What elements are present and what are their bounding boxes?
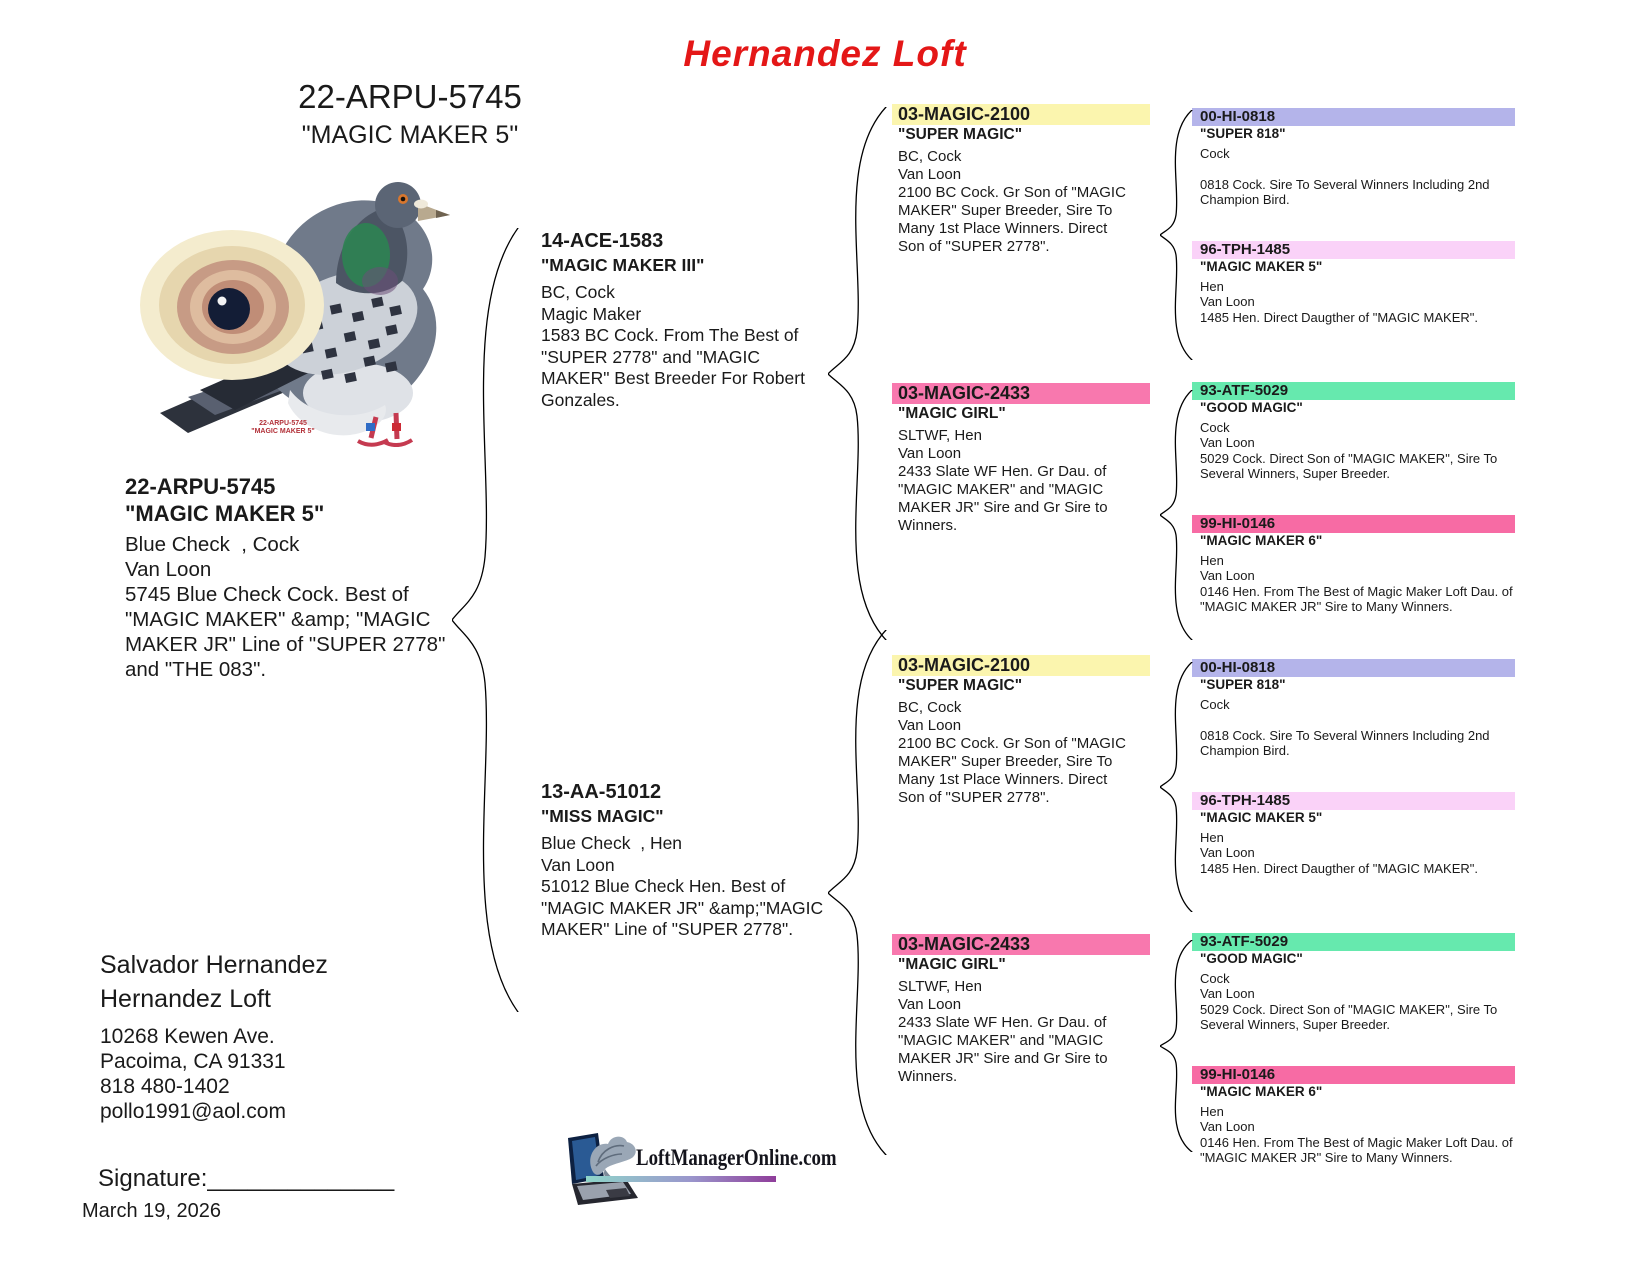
bird-name: "MAGIC MAKER 6": [1200, 533, 1323, 548]
brace-ggp-group-1: [1160, 110, 1194, 360]
email-address: pollo1991@aol.com: [100, 1100, 286, 1123]
bird-description: 0146 Hen. From The Best of Magic Maker Loft Dau. of "MAGIC MAKER JR" Sire to Many Winners.: [1200, 1134, 1517, 1165]
bird-description: 1485 Hen. Direct Daugther of "MAGIC MAKER".: [1200, 309, 1479, 325]
node-subject: [125, 473, 473, 682]
bird-color-sex: Cock: [1200, 145, 1230, 161]
bird-color-sex: Cock: [1200, 419, 1230, 435]
node-sire: [541, 229, 833, 411]
node-sire-dam: [892, 383, 1150, 535]
band-number: 93-ATF-5029: [1192, 382, 1515, 400]
bird-strain: Van Loon: [898, 445, 962, 462]
node-ggp-4: [1192, 515, 1524, 615]
bird-description: 2433 Slate WF Hen. Gr Dau. of "MAGIC MAKER" and "MAGIC MAKER JR" Sire and Gr Sire to Winners.: [898, 1014, 1112, 1085]
bird-color-sex: Hen: [1200, 552, 1224, 568]
bird-strain: Van Loon: [1200, 568, 1255, 583]
bird-strain: [1192, 161, 1524, 177]
band-number: 03-MAGIC-2100: [892, 104, 1150, 125]
bird-name: "SUPER MAGIC": [898, 126, 1023, 143]
bird-strain: Van Loon: [898, 717, 962, 734]
photo-caption-name: "MAGIC MAKER 5": [251, 428, 315, 435]
bird-name: "MAGIC MAKER 6": [1200, 1084, 1323, 1099]
owner-name: Salvador Hernandez: [100, 951, 328, 979]
bird-name: "MAGIC GIRL": [898, 956, 1006, 973]
node-dam-sire: [892, 655, 1150, 807]
subject-heading-name: "MAGIC MAKER 5": [301, 121, 519, 149]
loftmanager-logo-icon: [562, 1132, 644, 1208]
node-sire-sire: [892, 104, 1150, 256]
bird-name: "MAGIC MAKER 5": [1200, 810, 1323, 825]
print-date: March 19, 2026: [82, 1200, 221, 1222]
band-number: 14-ACE-1583: [541, 230, 664, 252]
band-number: 00-HI-0818: [1192, 108, 1515, 126]
bird-name: "SUPER 818": [1200, 126, 1286, 141]
bird-name: "MISS MAGIC": [541, 806, 664, 826]
node-ggp-5: [1192, 659, 1524, 759]
bird-description: 1485 Hen. Direct Daugther of "MAGIC MAKER".: [1200, 860, 1479, 876]
bird-description: 0818 Cock. Sire To Several Winners Including 2nd Champion Bird.: [1200, 176, 1494, 207]
bird-color-sex: BC, Cock: [898, 148, 962, 165]
bird-strain: Van Loon: [1200, 435, 1255, 450]
address-line-2: Pacoima, CA 91331: [100, 1050, 286, 1073]
bird-color-sex: Cock: [1200, 696, 1230, 712]
loft-name: Hernandez Loft: [100, 985, 271, 1013]
brace-ggp-group-2: [1160, 390, 1194, 640]
brace-parents: [452, 228, 520, 1012]
pigeon-eye-photo: [140, 230, 324, 380]
bird-color-sex: Hen: [1200, 278, 1224, 294]
signature-line: ______________: [207, 1165, 395, 1192]
node-ggp-2: [1192, 241, 1524, 325]
bird-color-sex: Blue Check , Hen: [541, 833, 683, 853]
photo-caption-band: 22-ARPU-5745: [259, 420, 307, 427]
node-dam-dam: [892, 934, 1150, 1086]
bird-description: 1583 BC Cock. From The Best of "SUPER 2778" and "MAGIC MAKER" Best Breeder For Robert Gonzales.: [541, 325, 810, 410]
node-ggp-1: [1192, 108, 1524, 208]
owner-block: [100, 948, 328, 1124]
logo-text: LoftManagerOnline.com: [636, 1145, 837, 1170]
band-number: 03-MAGIC-2433: [892, 934, 1150, 955]
bird-name: "MAGIC MAKER III": [541, 255, 705, 275]
band-number: 96-TPH-1485: [1192, 792, 1515, 810]
bird-color-sex: Hen: [1200, 829, 1224, 845]
band-number: 99-HI-0146: [1192, 1066, 1515, 1084]
bird-description: 5745 Blue Check Cock. Best of "MAGIC MAKER" &amp; "MAGIC MAKER JR" Line of "SUPER 2778" and "THE 083".: [125, 583, 452, 681]
bird-strain: Van Loon: [125, 558, 212, 581]
phone-number: 818 480-1402: [100, 1075, 230, 1098]
bird-strain: Magic Maker: [541, 303, 642, 324]
band-number: 99-HI-0146: [1192, 515, 1515, 533]
bird-description: 0146 Hen. From The Best of Magic Maker Loft Dau. of "MAGIC MAKER JR" Sire to Many Winners.: [1200, 583, 1517, 614]
node-ggp-3: [1192, 382, 1524, 482]
brace-sire-grandparents: [828, 107, 888, 640]
bird-color-sex: SLTWF, Hen: [898, 427, 982, 444]
pigeon-photo: [140, 155, 475, 447]
photo-caption: [238, 420, 328, 436]
bird-strain: Van Loon: [1200, 1119, 1255, 1134]
subject-heading-band: 22-ARPU-5745: [298, 78, 522, 115]
band-number: 13-AA-51012: [541, 781, 662, 803]
brace-dam-grandparents: [828, 630, 888, 1155]
node-ggp-6: [1192, 792, 1524, 876]
bird-description: 5029 Cock. Direct Son of "MAGIC MAKER", Sire To Several Winners, Super Breeder.: [1200, 1001, 1501, 1032]
bird-color-sex: BC, Cock: [541, 282, 615, 302]
bird-strain: Van Loon: [1200, 845, 1255, 860]
bird-description: 2433 Slate WF Hen. Gr Dau. of "MAGIC MAKER" and "MAGIC MAKER JR" Sire and Gr Sire to Winners.: [898, 463, 1112, 534]
band-number: 03-MAGIC-2433: [892, 383, 1150, 404]
signature-label: Signature:: [98, 1165, 208, 1192]
bird-color-sex: Hen: [1200, 1103, 1224, 1119]
signature-row: [98, 1165, 394, 1193]
bird-name: "SUPER MAGIC": [898, 677, 1023, 694]
bird-strain: Van Loon: [1200, 986, 1255, 1001]
bird-description: 51012 Blue Check Hen. Best of "MAGIC MAKER JR" &amp;"MAGIC MAKER" Line of "SUPER 2778".: [541, 876, 829, 939]
bird-name: "GOOD MAGIC": [1200, 400, 1303, 415]
band-number: 00-HI-0818: [1192, 659, 1515, 677]
bird-description: 5029 Cock. Direct Son of "MAGIC MAKER", Sire To Several Winners, Super Breeder.: [1200, 450, 1501, 481]
bird-strain: Van Loon: [898, 166, 962, 183]
page-title: Hernandez Loft: [683, 33, 967, 74]
brace-ggp-group-4: [1160, 940, 1194, 1152]
band-number: 93-ATF-5029: [1192, 933, 1515, 951]
node-ggp-8: [1192, 1066, 1524, 1166]
node-dam: [541, 780, 833, 941]
bird-name: "GOOD MAGIC": [1200, 951, 1303, 966]
bird-strain: [1192, 712, 1524, 728]
bird-description: 2100 BC Cock. Gr Son of "MAGIC MAKER" Super Breeder, Sire To Many 1st Place Winners. Direct Son of "SUPER 2778".: [898, 735, 1131, 806]
band-number: 96-TPH-1485: [1192, 241, 1515, 259]
band-number: 03-MAGIC-2100: [892, 655, 1150, 676]
bird-color-sex: Blue Check , Cock: [125, 533, 300, 556]
logo-gradient-bar: [586, 1176, 776, 1182]
bird-color-sex: SLTWF, Hen: [898, 978, 982, 995]
bird-strain: Van Loon: [898, 996, 962, 1013]
bird-name: "SUPER 818": [1200, 677, 1286, 692]
bird-color-sex: Cock: [1200, 970, 1230, 986]
bird-strain: Van Loon: [1200, 294, 1255, 309]
subject-heading: [230, 78, 590, 150]
bird-name: "MAGIC GIRL": [898, 405, 1006, 422]
brace-ggp-group-3: [1160, 662, 1194, 912]
address-line-1: 10268 Kewen Ave.: [100, 1025, 275, 1048]
bird-description: 2100 BC Cock. Gr Son of "MAGIC MAKER" Super Breeder, Sire To Many 1st Place Winners. Direct Son of "SUPER 2778".: [898, 184, 1131, 255]
bird-name: "MAGIC MAKER 5": [125, 501, 325, 526]
bird-color-sex: BC, Cock: [898, 699, 962, 716]
bird-name: "MAGIC MAKER 5": [1200, 259, 1323, 274]
band-number: 22-ARPU-5745: [125, 474, 276, 499]
node-ggp-7: [1192, 933, 1524, 1033]
bird-description: 0818 Cock. Sire To Several Winners Including 2nd Champion Bird.: [1200, 727, 1494, 758]
bird-strain: Van Loon: [541, 854, 615, 875]
